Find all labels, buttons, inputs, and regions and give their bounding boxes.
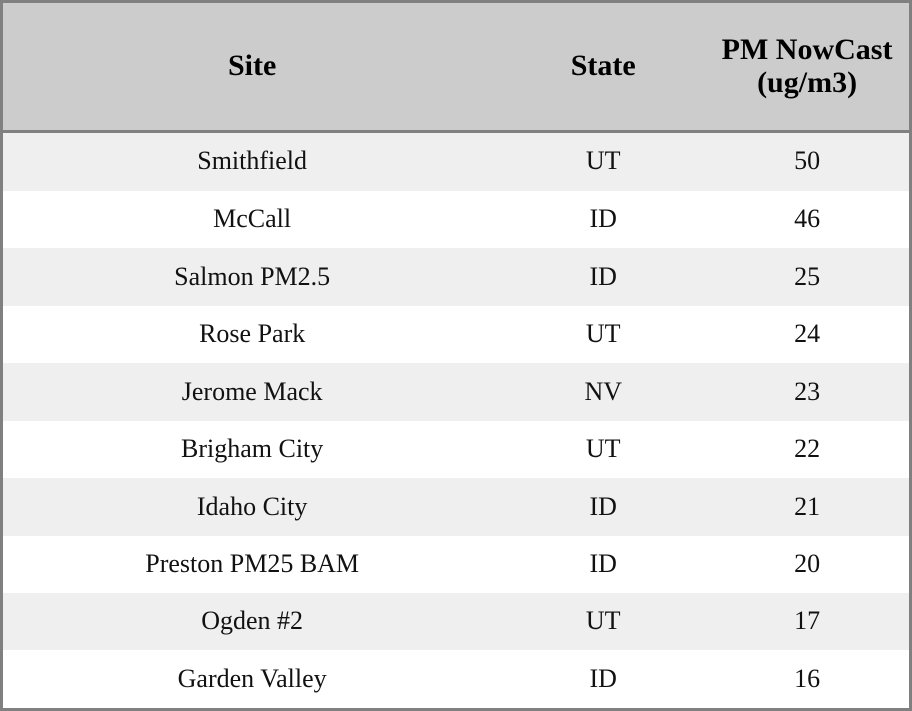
cell-site: Brigham City: [3, 421, 501, 478]
table-row: [3, 363, 909, 420]
column-header-site: Site: [3, 3, 501, 131]
cell-value: 23: [705, 363, 909, 420]
cell-value: 24: [705, 306, 909, 363]
cell-state: ID: [501, 536, 705, 593]
cell-value: 16: [705, 650, 909, 708]
cell-state: ID: [501, 248, 705, 305]
cell-state: ID: [501, 478, 705, 535]
table-body: [3, 131, 909, 708]
cell-value: 25: [705, 248, 909, 305]
cell-state: NV: [501, 363, 705, 420]
cell-value: 22: [705, 421, 909, 478]
column-header-pm-nowcast: PM NowCast (ug/m3): [705, 3, 909, 131]
cell-site: McCall: [3, 191, 501, 248]
cell-state: UT: [501, 593, 705, 650]
cell-site: Jerome Mack: [3, 363, 501, 420]
cell-site: Smithfield: [3, 131, 501, 191]
table-row: [3, 191, 909, 248]
cell-site: Rose Park: [3, 306, 501, 363]
cell-site: Salmon PM2.5: [3, 248, 501, 305]
cell-state: UT: [501, 421, 705, 478]
cell-value: 46: [705, 191, 909, 248]
cell-value: 17: [705, 593, 909, 650]
cell-value: 20: [705, 536, 909, 593]
table-header-row: [3, 3, 909, 131]
cell-state: ID: [501, 650, 705, 708]
column-header-state: State: [501, 3, 705, 131]
cell-value: 21: [705, 478, 909, 535]
cell-site: Ogden #2: [3, 593, 501, 650]
cell-site: Garden Valley: [3, 650, 501, 708]
table-row: [3, 306, 909, 363]
cell-site: Idaho City: [3, 478, 501, 535]
table-header: [3, 3, 909, 131]
table-row: [3, 478, 909, 535]
cell-value: 50: [705, 131, 909, 191]
table-row: [3, 536, 909, 593]
table-row: [3, 131, 909, 191]
cell-site: Preston PM25 BAM: [3, 536, 501, 593]
cell-state: UT: [501, 306, 705, 363]
air-quality-table: [3, 3, 909, 708]
table-row: [3, 421, 909, 478]
cell-state: ID: [501, 191, 705, 248]
cell-state: UT: [501, 131, 705, 191]
table-row: [3, 248, 909, 305]
table-row: [3, 593, 909, 650]
table-row: [3, 650, 909, 708]
